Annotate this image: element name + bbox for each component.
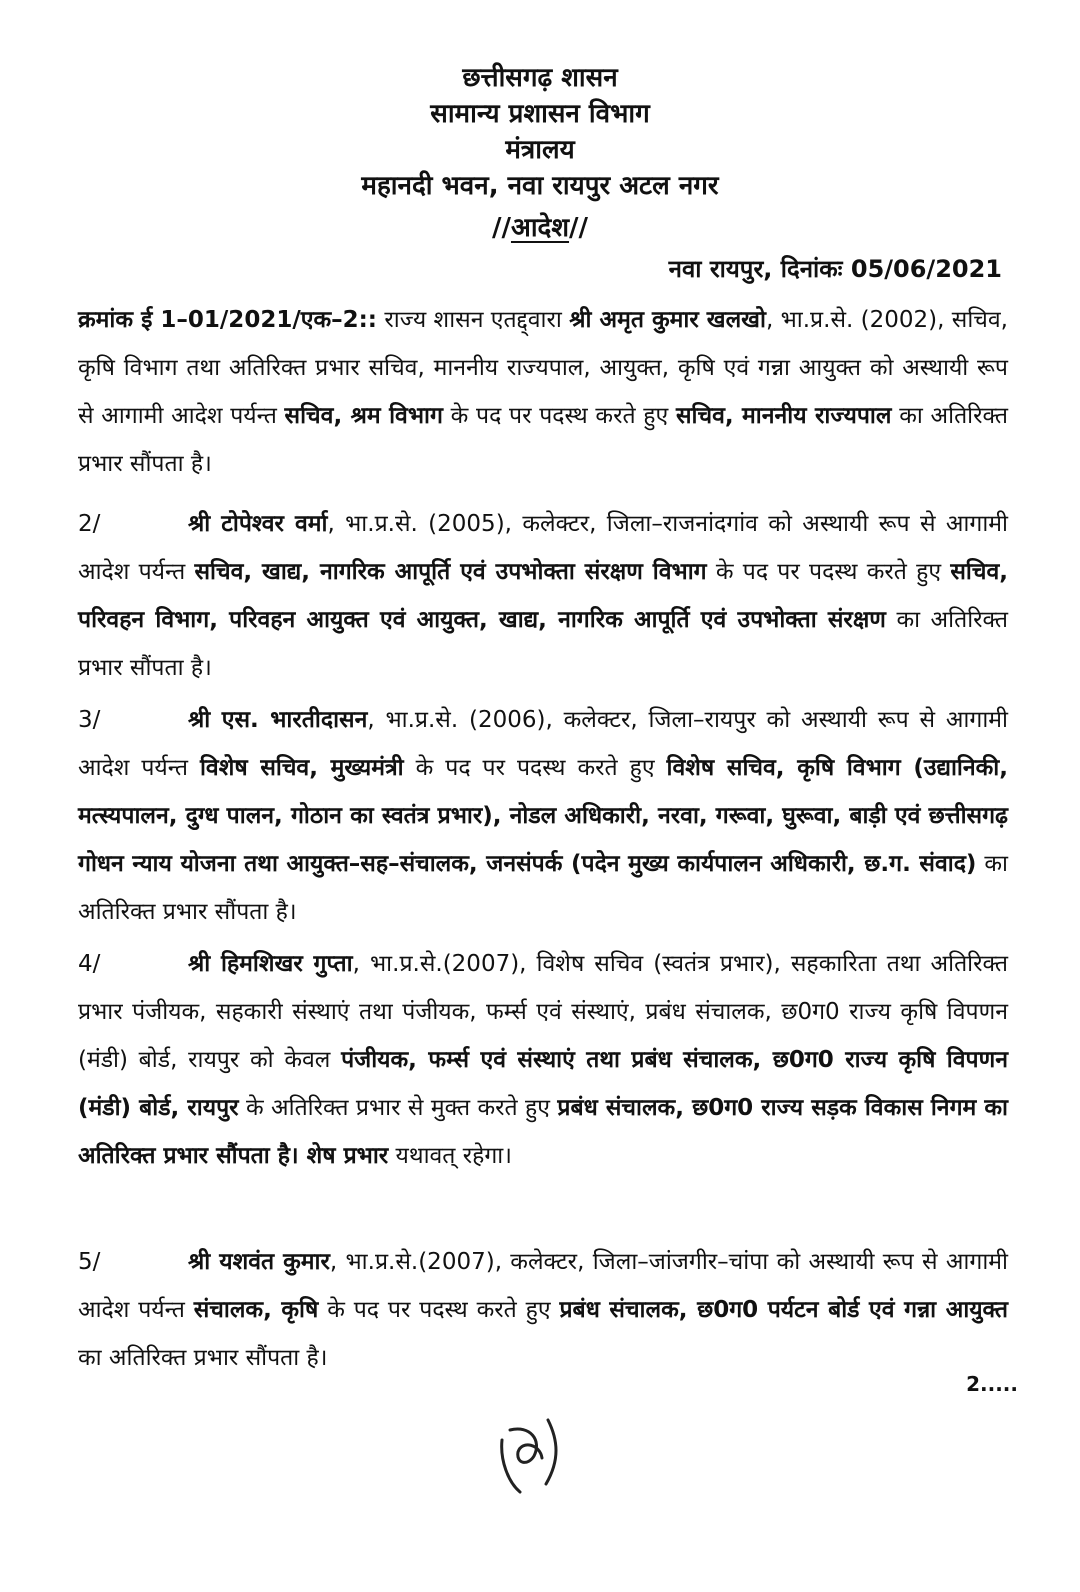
header-government: छत्तीसगढ़ शासन <box>462 63 618 93</box>
para4-text-2: के अतिरिक्त प्रभार से मुक्त करते हुए <box>238 1095 558 1121</box>
paragraph-3 <box>78 696 1008 936</box>
para1-officer-name: श्री अमृत कुमार खलखो <box>569 307 766 333</box>
para1-text-3: के पद पर पदस्थ करते हुए <box>442 403 676 429</box>
page-continuation-indicator: 2..... <box>966 1372 1018 1396</box>
para2-officer-name: श्री टोपेश्वर वर्मा <box>188 511 328 537</box>
paragraph-4 <box>78 940 1008 1180</box>
para5-text-1: , भा.प्र.से.(2007), कलेक्टर, जिला–जांजगीर–चांपा को अस्थायी रूप से आगामी आदेश पर्यन्त <box>78 1249 1009 1323</box>
para5-text-3: का अतिरिक्त प्रभार सौंपता है। <box>78 1345 328 1371</box>
para3-text-2: के पद पर पदस्थ करते हुए <box>403 755 667 781</box>
para1-text-1: राज्य शासन एतद्द्वारा <box>377 307 570 333</box>
order-reference-number: क्रमांक ई 1–01/2021/एक–2:: <box>78 307 378 333</box>
order-title-prefix: // <box>491 213 511 243</box>
header-department: सामान्य प्रशासन विभाग <box>430 99 650 129</box>
para4-text-3: यथावत् रहेगा। <box>388 1143 512 1169</box>
para1-additional-charge: सचिव, माननीय राज्यपाल <box>675 403 892 429</box>
para4-text-1: , भा.प्र.से.(2007), विशेष सचिव (स्वतंत्र प्रभार), सहकारिता तथा अतिरिक्त प्रभार पंजीयक, सहकारी संस्थाएं तथा पंजीयक, फर्म्स एवं संस्थाएं, प्रबंध संचालक, छ0ग0 राज्य कृषि विपणन (मंडी) बोर्ड, रायपुर को केवल <box>78 951 1008 1073</box>
para3-number: 3/ <box>78 707 101 733</box>
para1-text-2: , भा.प्र.से. (2002), सचिव, कृषि विभाग तथा अतिरिक्त प्रभार सचिव, माननीय राज्यपाल, आयुक्त, कृषि एवं गन्ना आयुक्त को अस्थायी रूप से आगामी आदेश पर्यन्त <box>78 307 1008 429</box>
para3-additional-charge: विशेष सचिव, कृषि विभाग (उद्यानिकी, मत्स्यपालन, दुग्ध पालन, गोठान का स्वतंत्र प्रभार), नोडल अधिकारी, नरवा, गरूवा, घुरूवा, बाड़ी एवं छत्तीसगढ़ गोधन न्याय योजना तथा आयुक्त–सह–संचालक, जनसंपर्क (पदेन मुख्य कार्यपालन अधिकारी, छ.ग. संवाद) <box>78 755 1008 877</box>
para2-text-1: , भा.प्र.से. (2005), कलेक्टर, जिला–राजनांदगांव को अस्थायी रूप से आगामी आदेश पर्यन्त <box>78 511 1008 585</box>
paragraph-1 <box>78 296 1008 488</box>
paragraph-5 <box>78 1238 1008 1382</box>
para2-new-post: सचिव, खाद्य, नागरिक आपूर्ति एवं उपभोक्ता संरक्षण विभाग <box>194 559 707 585</box>
order-title-word: आदेश <box>510 213 570 243</box>
order-title-suffix: // <box>569 213 589 243</box>
para3-text-3: का अतिरिक्त प्रभार सौंपता है। <box>78 851 1008 925</box>
para2-number: 2/ <box>78 511 101 537</box>
para2-additional-charge: सचिव, परिवहन विभाग, परिवहन आयुक्त एवं आयुक्त, खाद्य, नागरिक आपूर्ति एवं उपभोक्ता संरक्षण <box>78 559 1008 633</box>
para5-additional-charge: प्रबंध संचालक, छ0ग0 पर्यटन बोर्ड एवं गन्ना आयुक्त <box>559 1297 1008 1323</box>
signature-initials <box>480 1400 590 1500</box>
para4-number: 4/ <box>78 951 101 977</box>
para4-officer-name: श्री हिमशिखर गुप्ता <box>188 951 353 977</box>
para5-number: 5/ <box>78 1249 101 1275</box>
para4-relieved-charge: पंजीयक, फर्म्स एवं संस्थाएं तथा प्रबंध संचालक, छ0ग0 राज्य कृषि विपणन (मंडी) बोर्ड, रायपुर <box>78 1047 1008 1121</box>
para1-text-4: का अतिरिक्त प्रभार सौंपता है। <box>78 403 1008 477</box>
para3-new-post: विशेष सचिव, मुख्यमंत्री <box>199 755 404 781</box>
header-address: महानदी भवन, नवा रायपुर अटल नगर <box>361 171 719 201</box>
header-ministry: मंत्रालय <box>505 135 575 165</box>
para3-text-1: , भा.प्र.से. (2006), कलेक्टर, जिला–रायपुर को अस्थायी रूप से आगामी आदेश पर्यन्त <box>78 707 1009 781</box>
para1-new-post: सचिव, श्रम विभाग <box>284 403 443 429</box>
para2-text-2: के पद पर पदस्थ करते हुए <box>706 559 951 585</box>
para5-text-2: के पद पर पदस्थ करते हुए <box>318 1297 560 1323</box>
order-title <box>0 208 1080 244</box>
paragraph-2 <box>78 500 1008 692</box>
para5-new-post: संचालक, कृषि <box>193 1297 319 1323</box>
para3-officer-name: श्री एस. भारतीदासन <box>188 707 368 733</box>
para5-officer-name: श्री यशवंत कुमार <box>188 1249 330 1275</box>
para2-text-3: का अतिरिक्त प्रभार सौंपता है। <box>78 607 1009 681</box>
para4-additional-charge: प्रबंध संचालक, छ0ग0 राज्य सड़क विकास निगम का अतिरिक्त प्रभार सौंपता है। शेष प्रभार <box>78 1095 1008 1169</box>
date-line: नवा रायपुर, दिनांकः 05/06/2021 <box>668 255 1002 283</box>
